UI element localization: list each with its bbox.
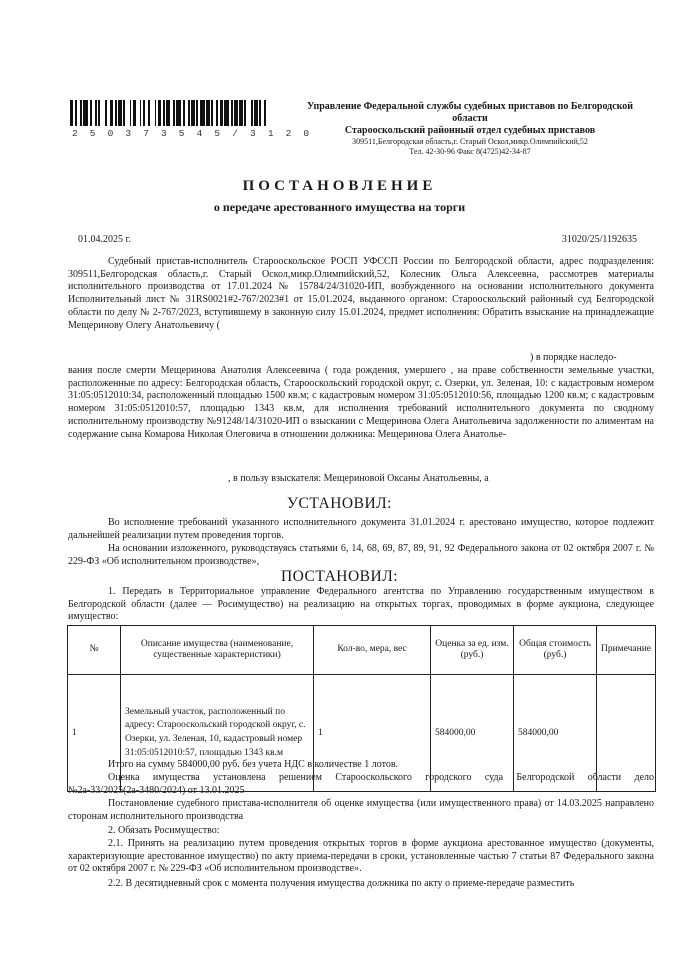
header-line-1: Управление Федеральной службы судебных приставов по Белгородской xyxy=(306,101,634,112)
col-header-unit-price: Оценка за ед. изм. (руб.) xyxy=(431,626,514,675)
document-title: ПОСТАНОВЛЕНИЕ xyxy=(242,178,437,194)
document-subtitle: о передаче арестованного имущества на торги xyxy=(213,200,466,214)
paragraph-arrest: Во исполнение требований указанного исполнительного документа 31.01.2024 г. арестовано имущество, которое подлежит дальнейшей реализации путем проведения торгов. xyxy=(68,517,654,541)
document-number: 31020/25/1192635 xyxy=(561,234,637,245)
col-header-quantity: Кол-во, мера, вес xyxy=(314,626,431,675)
col-header-note: Примечание xyxy=(597,626,656,675)
paragraph-total: Итого на сумму 584000,00 руб. без учета НДС в количестве 1 лотов. xyxy=(108,759,399,770)
header-line-3: Старооскольский районный отдел судебных приставов xyxy=(344,125,596,136)
paragraph-property: вания после смерти Мещеринова Анатолия Алексеевича ( года рождения, умершего , на праве собственности земельные участки, расположенные по адресу: Белгородская область, Старооскольский городской округ, с. Озерки, ул. Зеленая, 10: с кадастровым номером 31:05:0512010:34, расположенный площадью 1500 кв.м; с кадастровым номером 31:05:0512010:56, площадью 1200 кв.м; с кадастровым номером 31:05:0512010:57, площадью 1343 кв.м, для исполнения требований исполнительного документа по сводному исполнительному производству №91248/14/31020-ИП о взыскании с Мещеринова Олега Анатольевича задолженности по алиментам на содержание сына Комарова Николая Олеговича в отношении должника: Мещеринова Олега Анатолье- xyxy=(68,365,654,440)
cell-unit-price: 584000,00 xyxy=(431,675,514,792)
barcode-number: 2 5 0 3 7 3 5 4 5 / 3 1 2 0 xyxy=(72,128,313,139)
paragraph-valuation: Оценка имущества установлена решением Старооскольского городского суда Белгородской области дело №2а-33/2025(2а-3480/2024) от 13.01.2025 xyxy=(68,772,654,796)
paragraph-obligation: 2. Обязать Росимущество: xyxy=(108,825,220,836)
section-ustanovil: УСТАНОВИЛ: xyxy=(287,495,392,512)
header-phone: Тел. 42-30-96 Факс 8(4725)42-34-87 xyxy=(409,147,531,156)
organization-header xyxy=(300,101,640,157)
col-header-num: № xyxy=(68,626,121,675)
cell-description: Земельный участок, расположенный по адресу: Старооскольский городской округ, с. Озерки, ул. Зеленая, 10, кадастровый номер 31:05:0512010:57, площадью 1343 кв.м xyxy=(121,675,314,792)
paragraph-intro: Судебный пристав-исполнитель Старооскольское РОСП УФССП России по Белгородской области, адрес подразделения: 309511,Белгородская область,г. Старый Оскол,микр.Олимпийский,52, Колесник Ольга Алексеевна, рассмотрев материалы исполнительного производства от 17.01.2024 № 15784/24/31020-ИП, возбужденного на основании исполнительного документа Исполнительный лист № 31RS0021#2-767/2023#1 от 15.01.2024, выданного органом: Старооскольский районный суд Белгородской области по делу № 2-767/2023, вступившему в законную силу 15.01.2024, предмет исполнения: Обратить взыскание на принадлежащие Мещеринову Олегу Анатольевичу ( xyxy=(68,256,654,331)
section-postanovil: ПОСТАНОВИЛ: xyxy=(280,568,399,585)
document-date: 01.04.2025 г. xyxy=(78,234,131,245)
paragraph-transfer: 1. Передать в Территориальное управление Федерального агентства по Управлению государственным имуществом в Белгородской области (далее — Росимущество) на реализацию на открытых торгах, проводимых в форме аукциона, следующее имущество: xyxy=(68,586,654,623)
barcode xyxy=(70,100,270,126)
paragraph-claimant: , в пользу взыскателя: Мещериновой Оксаны Анатольевны, а xyxy=(228,473,489,484)
paragraph-obligation-2-2: 2.2. В десятидневный срок с момента получения имущества должника по акту о приеме-передаче разместить xyxy=(108,878,575,889)
cell-total: 584000,00 xyxy=(514,675,597,792)
barcode-bar xyxy=(266,100,269,126)
paragraph-legal-basis: На основании изложенного, руководствуясь статьями 6, 14, 68, 69, 87, 89, 91, 92 Федерального закона от 02 октября 2007 г. № 229-ФЗ «Об исполнительном производстве», xyxy=(68,543,654,567)
paragraph-inheritance-tail: ) в порядке наследо- xyxy=(530,352,617,363)
cell-num: 1 xyxy=(68,675,121,792)
paragraph-valuation-decree: Постановление судебного пристава-исполнителя об оценке имущества (или имущественного права) от 14.03.2025 направлено сторонам исполнительного производства xyxy=(68,798,654,822)
table-header-row xyxy=(68,626,656,675)
paragraph-obligation-2-1: 2.1. Принять на реализацию путем проведения открытых торгов в форме аукциона арестованное имущество (документы, характеризующие арестованное имущество) по акту приема-передачи в сроки, установленные частью 7 статьи 87 Федерального закона от 02 октября 2007 г. № 229-ФЗ «Об исполнительном производстве». xyxy=(68,838,654,875)
header-line-2: области xyxy=(452,113,488,124)
header-address: 309511,Белгородская область,г. Старый Оскол,микр.Олимпийский,52 xyxy=(352,137,588,146)
col-header-total: Общая стоимость (руб.) xyxy=(514,626,597,675)
col-header-description: Описание имущества (наименование, существенные характеристики) xyxy=(121,626,314,675)
cell-quantity: 1 xyxy=(314,675,431,792)
